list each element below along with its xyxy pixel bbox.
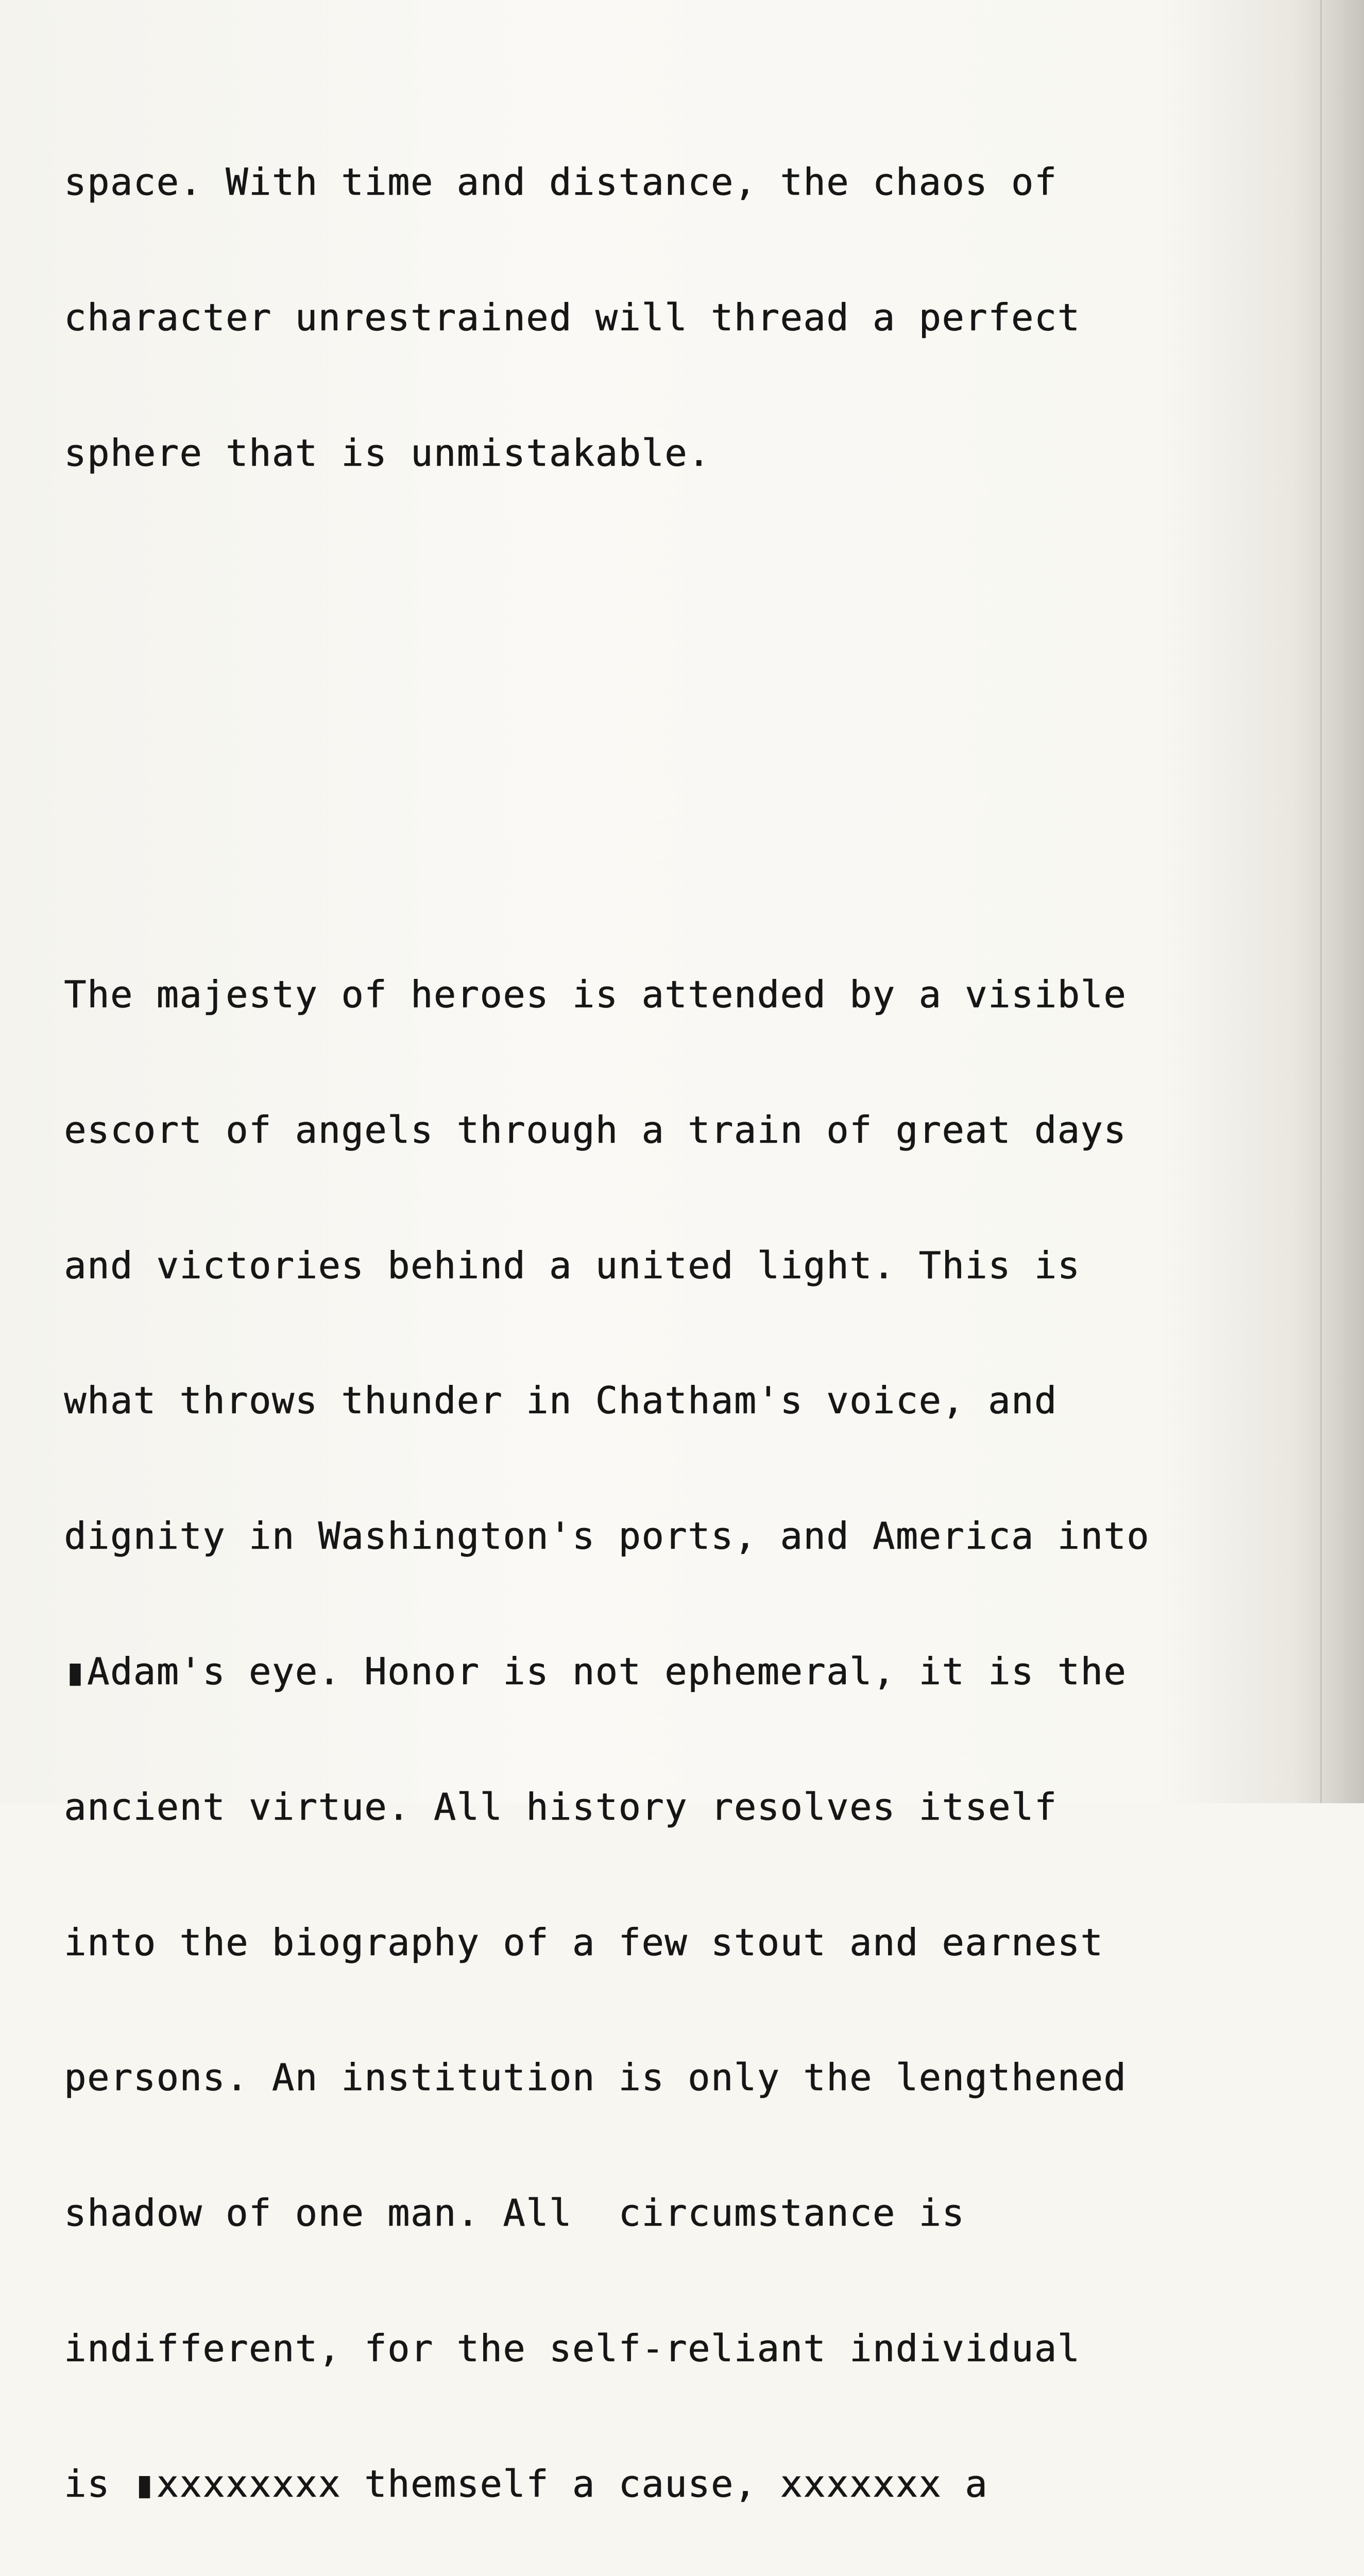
text-line: dignity in Washington's ports, and America into	[64, 1514, 1150, 1558]
text-line: sphere that is unmistakable.	[64, 431, 711, 474]
text-line: ancient virtue. All history resolves itself	[64, 1785, 1058, 1828]
text-line: is ▮xxxxxxxx themself a cause, xxxxxxx a	[64, 2462, 988, 2505]
text-line: The majesty of heroes is attended by a visible	[64, 973, 1127, 1016]
text-line: indifferent, for the self-reliant individual	[64, 2326, 1081, 2370]
text-line: ▮Adam's eye. Honor is not ephemeral, it is the	[64, 1649, 1127, 1693]
text-line: into the biography of a few stout and earnest	[64, 1920, 1104, 1964]
text-line: and victories behind a united light. This is	[64, 1243, 1081, 1287]
text-line: persons. An institution is only the lengthened	[64, 2056, 1127, 2099]
text-line: shadow of one man. All circumstance is	[64, 2191, 965, 2235]
text-line: character unrestrained will thread a perfect	[64, 296, 1081, 340]
text-line: what throws thunder in Chatham's voice, and	[64, 1379, 1058, 1422]
typed-text-block	[64, 0, 1321, 2576]
text-line: space. With time and distance, the chaos of	[64, 160, 1058, 204]
paragraph-2	[64, 882, 1321, 2576]
paragraph-gap	[64, 702, 1321, 747]
text-line: escort of angels through a train of great days	[64, 1108, 1127, 1151]
paragraph-1	[64, 70, 1321, 566]
